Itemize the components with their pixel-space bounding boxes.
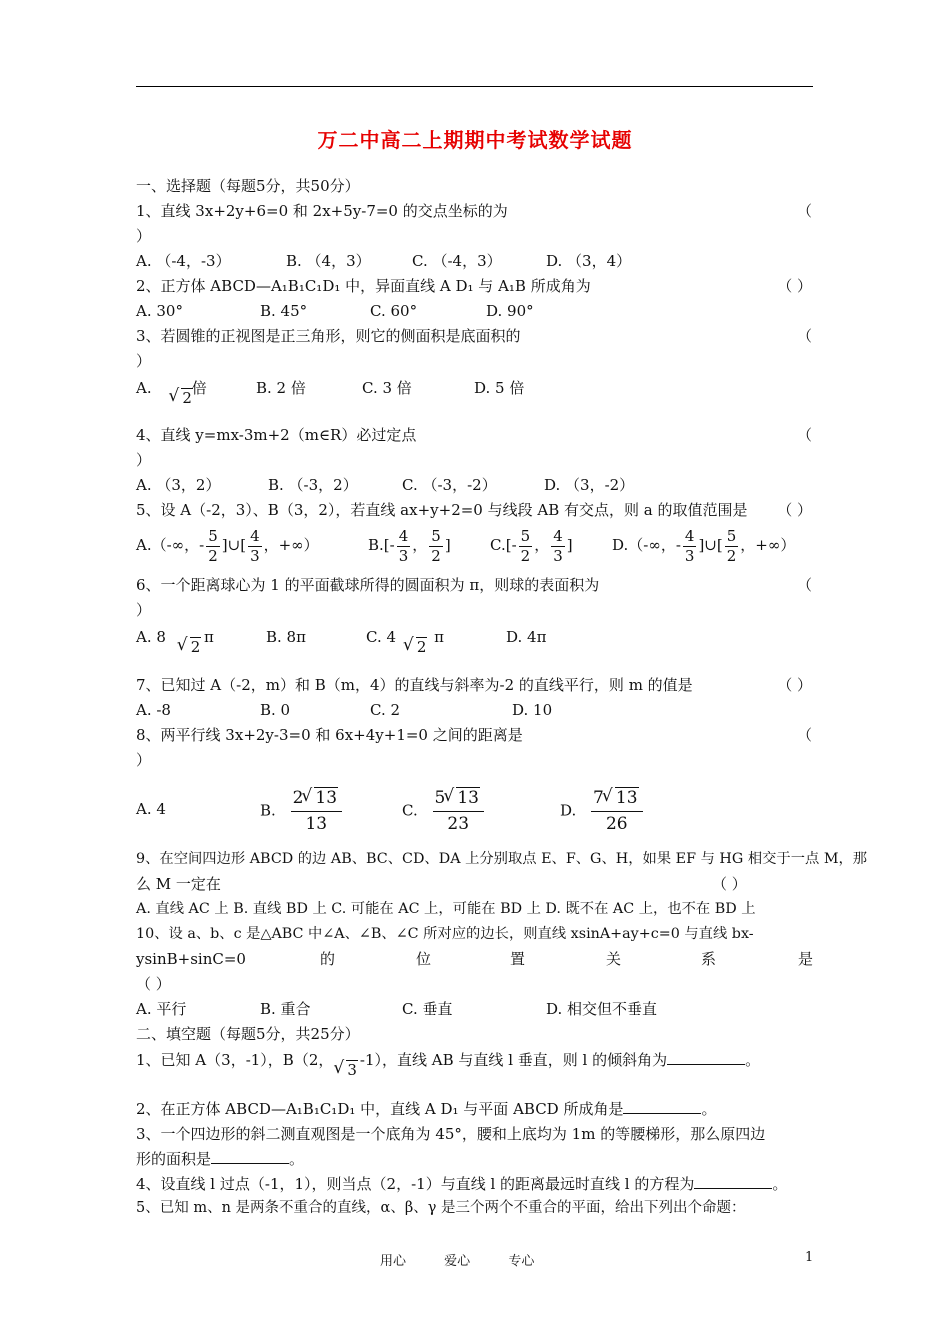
option-text: ] [444, 536, 451, 554]
text-part: 。 [745, 1051, 761, 1069]
fraction [433, 786, 484, 837]
fill-question-4 [136, 1174, 787, 1194]
answer-paren: （ ） [777, 277, 812, 295]
option-unit: 倍 [191, 379, 207, 397]
option-text: ]∪[ [221, 536, 247, 554]
option-text: C.[- [490, 536, 517, 554]
radicand: 13 [615, 788, 638, 808]
fraction [683, 527, 697, 566]
option-a: A. 4 [136, 800, 166, 818]
option-label: B. [260, 801, 276, 820]
question-3: 3、若圆锥的正视图是正三角形，则它的侧面积是底面积的 [136, 327, 521, 345]
option-d [612, 526, 795, 566]
fill-question-3: 3、一个四边形的斜二测直观图是一个底角为 45°，腰和上底均为 1m 的等腰梯形，那么原四边 [136, 1125, 766, 1143]
text-part: 4、设直线 l 过点（-1，1），则当点（2，-1）与直线 l 的距离最远时直线 l 的方程为 [136, 1175, 695, 1193]
footer-slogan [380, 1250, 568, 1269]
fill-question-3-cont [136, 1149, 304, 1169]
numerator [291, 786, 342, 812]
answer-paren: （ [796, 327, 812, 345]
option-c: C. （-4，3） [412, 252, 502, 270]
option-d [560, 786, 645, 837]
text-part: ysinB+sinC=0 [136, 950, 246, 968]
radicand: 3 [347, 1061, 357, 1079]
option-text: A.（-∞，- [136, 536, 205, 554]
option-text: ，+∞） [740, 536, 796, 554]
option-c [490, 526, 573, 566]
question-8: 8、两平行线 3x+2y-3=0 和 6x+4y+1=0 之间的距离是 [136, 726, 523, 744]
answer-paren: （ [796, 726, 812, 744]
option-text: ] [566, 536, 573, 554]
numerator: 4 [684, 526, 695, 545]
option-c: C. （-3，-2） [402, 476, 497, 494]
text-part: 是 [798, 950, 814, 968]
option-d: D. 5 倍 [474, 379, 525, 397]
denominator: 23 [447, 814, 470, 834]
fraction [429, 527, 443, 566]
sqrt-symbol [303, 786, 338, 811]
option-label: C. [402, 801, 418, 820]
text-part: 1、已知 A（3，-1），B（2， [136, 1051, 334, 1069]
coefficient: 2 [292, 788, 304, 808]
numerator: 4 [398, 526, 409, 545]
sqrt-symbol [604, 786, 639, 811]
sqrt-symbol [170, 388, 193, 408]
header-rule [136, 86, 813, 87]
option-d: D. 4π [506, 628, 547, 646]
answer-paren: （ ） [136, 975, 171, 993]
option-c: C. 垂直 [402, 1000, 453, 1018]
option-a: A. -8 [136, 701, 171, 719]
coefficient: 7 [593, 788, 604, 808]
option-unit: π [434, 628, 444, 646]
option-a [136, 627, 214, 656]
question-1: 1、直线 3x+2y+6=0 和 2x+5y-7=0 的交点坐标的为 [136, 202, 508, 220]
answer-paren: （ ） [712, 875, 747, 893]
fill-question-2 [136, 1099, 717, 1119]
denominator: 3 [250, 546, 260, 565]
numerator: 5 [208, 526, 218, 545]
fraction [519, 527, 533, 566]
text-part: 置 [510, 950, 526, 968]
option-c: C. 60° [370, 302, 418, 320]
option-label: C. 4 [366, 628, 397, 646]
answer-blank[interactable] [694, 1174, 772, 1189]
option-b: B. 0 [260, 701, 291, 719]
question-9-cont: 么 M 一定在 [136, 875, 221, 893]
fraction [291, 786, 342, 837]
answer-blank[interactable] [211, 1149, 289, 1164]
option-d: D. （3，-2） [544, 476, 635, 494]
option-d: D. 相交但不垂直 [546, 1000, 658, 1018]
option-text: ，+∞） [263, 536, 319, 554]
text-part: 位 [416, 950, 432, 968]
option-a: A. 平行 [136, 1000, 187, 1018]
answer-blank[interactable] [623, 1099, 701, 1114]
option-a: A. （3，2） [136, 476, 221, 494]
radicand: 13 [315, 788, 338, 808]
option-d: D. 10 [512, 701, 553, 719]
answer-paren: ） [136, 451, 152, 469]
sqrt-symbol [179, 637, 202, 657]
option-text: B.[- [368, 536, 395, 554]
option-a [136, 526, 319, 566]
fraction [591, 786, 642, 837]
denominator: 2 [726, 546, 737, 565]
text-part: -1），直线 AB 与直线 l 垂直，则 l 的倾斜角为 [359, 1051, 668, 1069]
text-part: 的 [320, 950, 336, 968]
option-text: ， [412, 536, 428, 554]
footer-text: 专心 [508, 1254, 535, 1269]
sqrt-symbol [335, 1060, 358, 1080]
section-heading-fill: 二、填空题（每题5分，共25分） [136, 1025, 360, 1043]
radicand: 13 [457, 788, 479, 808]
text-part: 形的面积是 [136, 1150, 212, 1168]
question-4: 4、直线 y=mx-3m+2（m∈R）必过定点 [136, 426, 417, 444]
fill-question-1 [136, 1050, 760, 1084]
denominator: 3 [553, 546, 563, 565]
fill-question-5: 5、已知 m、n 是两条不重合的直线，α、β、γ 是三个两个不重合的平面，给出下列出个命题： [136, 1200, 746, 1216]
answer-paren: （ ） [777, 676, 812, 694]
question-5: 5、设 A（-2，3）、B（3，2），若直线 ax+y+2=0 与线段 AB 有交点，则 a 的取值范围是 [136, 501, 748, 519]
text-part: 。 [701, 1100, 717, 1118]
answer-paren: ） [136, 352, 152, 370]
question-7: 7、已知过 A（-2，m）和 B（m，4）的直线与斜率为-2 的直线平行，则 m 的值是 [136, 676, 693, 694]
option-text: D.（-∞，- [612, 536, 681, 554]
option-c: C. 2 [370, 701, 401, 719]
text-part: 系 [701, 950, 717, 968]
option-text: ]∪[ [698, 536, 723, 554]
question-2: 2、正方体 ABCD—A₁B₁C₁D₁ 中，异面直线 A D₁ 与 A₁B 所成角为 [136, 277, 591, 295]
answer-paren: ） [136, 601, 152, 619]
answer-paren: （ [796, 576, 812, 594]
text-part: 。 [772, 1175, 788, 1193]
fraction [397, 527, 411, 566]
section-heading-choice: 一、选择题（每题5分，共50分） [136, 177, 360, 195]
option-d: D. （3，4） [546, 252, 632, 270]
denominator: 3 [398, 546, 409, 565]
option-a [136, 378, 207, 407]
footer-text: 用心 [380, 1254, 407, 1269]
option-unit: π [204, 628, 214, 646]
numerator: 5 [431, 526, 441, 545]
sqrt-symbol [405, 637, 428, 657]
option-c: C. 3 倍 [362, 379, 412, 397]
fraction [725, 527, 739, 566]
question-10: 10、设 a、b、c 是△ABC 中∠A、∠B、∠C 所对应的边长，则直线 xsinA+ay+c=0 与直线 bx- [136, 926, 754, 942]
option-b: B. （4，3） [286, 252, 371, 270]
answer-paren: ） [136, 227, 152, 245]
footer-text: 爱心 [444, 1254, 471, 1269]
numerator [433, 786, 484, 812]
denominator: 2 [431, 546, 441, 565]
answer-paren: （ [796, 202, 812, 220]
question-9-options: A. 直线 AC 上 B. 直线 BD 上 C. 可能在 AC 上，可能在 BD 上 D. 既不在 AC 上，也不在 BD 上 [136, 901, 756, 917]
option-b [368, 526, 451, 566]
answer-paren: ） [136, 751, 152, 769]
coefficient: 5 [434, 788, 446, 808]
question-9: 9、在空间四边形 ABCD 的边 AB、BC、CD、DA 上分别取点 E、F、G、H，如果 EF 与 HG 相交于一点 M，那 [136, 851, 868, 867]
denominator: 2 [520, 546, 531, 565]
text-part: 2、在正方体 ABCD—A₁B₁C₁D₁ 中，直线 A D₁ 与平面 ABCD 所成角是 [136, 1100, 624, 1118]
radicand: 2 [190, 638, 201, 656]
denominator: 26 [605, 814, 628, 834]
option-b: B. 重合 [260, 1000, 311, 1018]
page-number: 1 [805, 1250, 814, 1265]
radicand: 2 [416, 638, 427, 656]
sqrt-symbol [445, 786, 480, 811]
option-label: D. [560, 801, 577, 820]
denominator: 3 [684, 546, 695, 565]
numerator: 5 [520, 526, 531, 545]
answer-paren: （ [796, 426, 812, 444]
fraction [206, 527, 220, 566]
question-6: 6、一个距离球心为 1 的平面截球所得的圆面积为 π，则球的表面积为 [136, 576, 600, 594]
answer-paren: （ ） [777, 501, 812, 519]
numerator: 4 [553, 526, 563, 545]
option-c [366, 627, 444, 656]
denominator: 2 [208, 546, 218, 565]
numerator: 5 [726, 526, 737, 545]
option-label: A. [136, 379, 152, 397]
denominator: 13 [305, 814, 328, 834]
numerator: 4 [250, 526, 260, 545]
option-b: B. （-3，2） [268, 476, 358, 494]
option-a: A. 30° [136, 302, 183, 320]
option-c [402, 786, 486, 837]
text-part: 关 [606, 950, 622, 968]
option-d: D. 90° [486, 302, 534, 320]
page-title: 万二中高二上期期中考试数学试题 [317, 128, 633, 152]
text-part: 。 [289, 1150, 305, 1168]
numerator [591, 786, 642, 812]
option-text: ， [534, 536, 550, 554]
radicand: 2 [182, 389, 192, 407]
option-b: B. 2 倍 [256, 379, 306, 397]
option-b [260, 786, 344, 837]
option-b: B. 8π [266, 628, 306, 646]
option-a: A. （-4，-3） [136, 252, 231, 270]
fraction [248, 527, 262, 566]
option-b: B. 45° [260, 302, 308, 320]
option-label: A. 8 [136, 628, 166, 646]
answer-blank[interactable] [667, 1050, 745, 1065]
fraction [551, 527, 565, 566]
